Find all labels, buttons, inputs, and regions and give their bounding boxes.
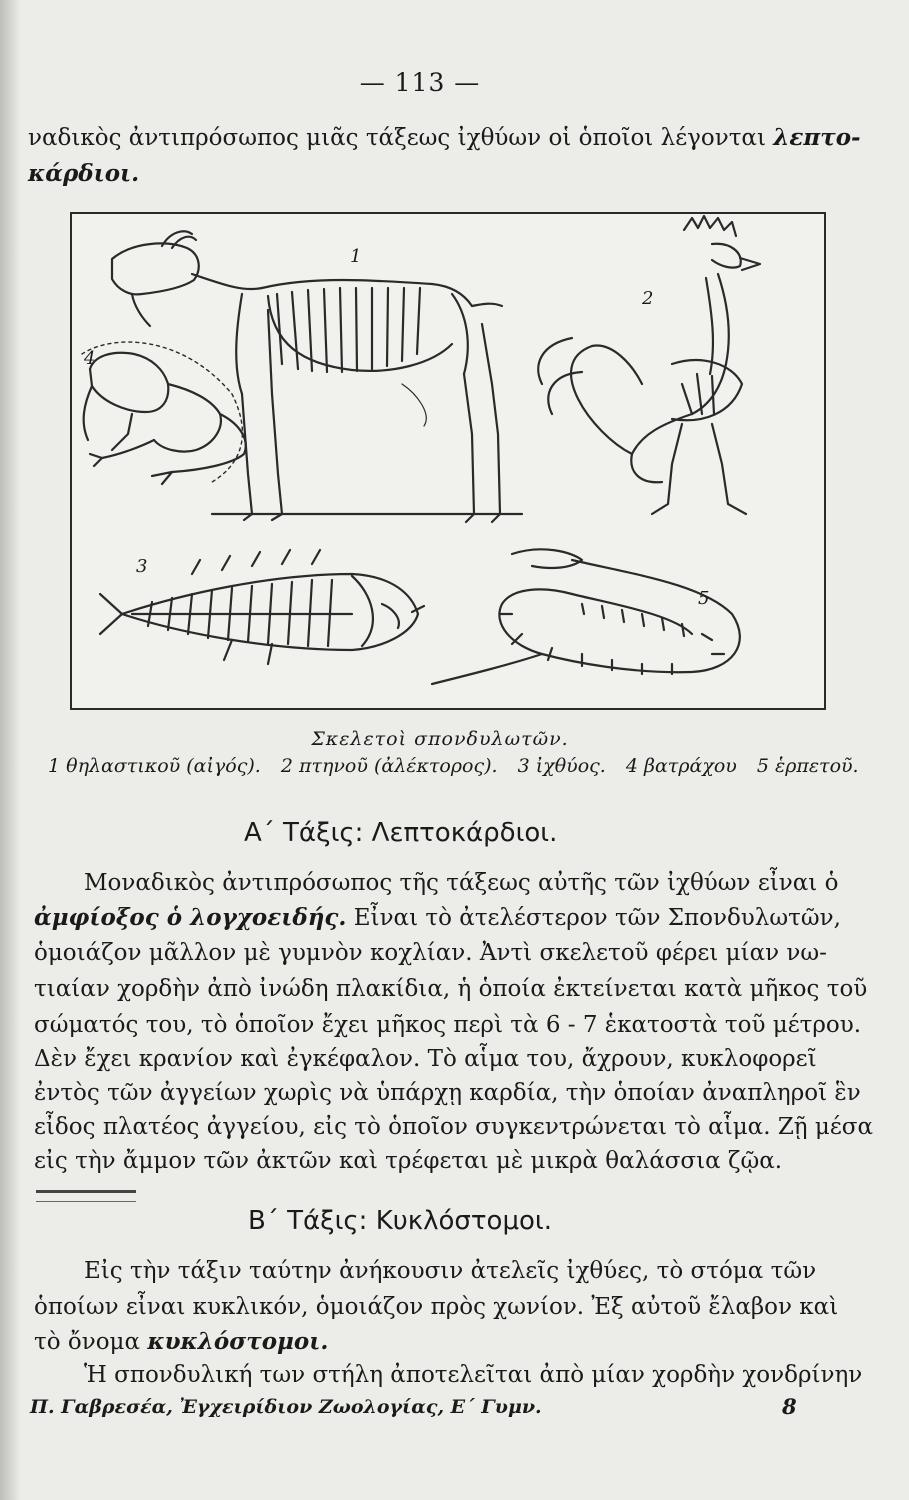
section-a-line-5: σώματός του, τὸ ὁποῖον ἔχει μῆκος περὶ τὰ 6 - 7 ἑκατοστὰ τοῦ μέτρου. xyxy=(34,1012,862,1038)
section-a-line-4: τιαίαν χορδὴν ἀπὸ ἰνώδη πλακίδια, ἡ ὁποία ἐκτείνεται κατὰ μῆκος τοῦ xyxy=(34,976,868,1002)
section-a-heading: Α΄ Τάξις: Λεπτοκάρδιοι. xyxy=(244,818,558,848)
rooster-skeleton xyxy=(538,216,760,514)
snake-skeleton xyxy=(432,549,740,684)
amphioxus-term: ἀμφίοξος ὁ λογχοειδής. xyxy=(34,904,347,931)
figure-caption-items xyxy=(48,755,859,777)
section-a-line-3: ὁμοιάζον μᾶλλον μὲ γυμνὸν κοχλίαν. Ἀντὶ σκελετοῦ φέρει μίαν νω- xyxy=(34,940,827,966)
signature-mark: 8 xyxy=(782,1394,797,1419)
caption-item-1: 1 θηλαστικοῦ (αἰγός). xyxy=(48,755,261,777)
section-a-line-9: εἰς τὴν ἄμμον τῶν ἀκτῶν καὶ τρέφεται μὲ μικρὰ θαλάσσια ζῷα. xyxy=(34,1148,783,1174)
section-divider xyxy=(36,1190,136,1202)
caption-item-5: 5 ἑρπετοῦ. xyxy=(756,755,859,777)
intro-term: λεπτο- xyxy=(773,124,861,151)
figure-caption-title: Σκελετοὶ σπονδυλωτῶν. xyxy=(311,728,569,750)
skeletons-illustration xyxy=(72,214,824,708)
section-b-line-2: ὁποίων εἶναι κυκλικόν, ὁμοιάζον πρὸς χωνίον. Ἐξ αὐτοῦ ἔλαβον καὶ xyxy=(34,1294,839,1320)
goat-skeleton xyxy=(112,231,522,522)
section-a-line-1: Μοναδικὸς ἀντιπρόσωπος τῆς τάξεως αὐτῆς τῶν ἰχθύων εἶναι ὁ xyxy=(84,870,839,896)
intro-line-2 xyxy=(28,160,139,187)
cyclostomes-term: κυκλόστομοι. xyxy=(147,1328,329,1355)
figure-label-3: 3 xyxy=(136,556,148,577)
section-a-line-6: Δὲν ἔχει κρανίον καὶ ἐγκέφαλον. Τὸ αἷμα του, ἄχρουν, κυκλοφορεῖ xyxy=(34,1046,817,1072)
intro-line-1 xyxy=(28,124,861,151)
intro-text: ναδικὸς ἀντιπρόσωπος μιᾶς τάξεως ἰχθύων οἱ ὁποῖοι λέγονται xyxy=(28,125,774,151)
section-a-line-2-text: Εἶναι τὸ ἀτελέστερον τῶν Σπονδυλωτῶν, xyxy=(346,905,841,931)
caption-item-4: 4 βατράχου xyxy=(625,755,737,777)
section-b-line-3 xyxy=(34,1328,328,1355)
intro-term-continued: κάρδιοι. xyxy=(28,160,140,187)
figure-label-2: 2 xyxy=(642,288,654,309)
frog-skeleton xyxy=(82,342,246,484)
fish-skeleton xyxy=(100,550,424,664)
section-b-heading: Β΄ Τάξις: Κυκλόστομοι. xyxy=(248,1206,552,1236)
figure-label-4: 4 xyxy=(84,348,96,369)
figure-label-1: 1 xyxy=(350,246,362,267)
section-b-line-1: Εἰς τὴν τάξιν ταύτην ἀνήκουσιν ἀτελεῖς ἰχθύες, τὸ στόμα τῶν xyxy=(84,1258,817,1284)
page-footer: Π. Γαβρεσέα, Ἐγχειρίδιον Ζωολογίας, Ε΄ Γυμν. xyxy=(30,1396,542,1418)
section-a-line-7: ἐντὸς τῶν ἀγγείων χωρὶς νὰ ὑπάρχῃ καρδία, τὴν ὁποίαν ἀναπληροῖ ἓν xyxy=(34,1080,861,1106)
caption-item-2: 2 πτηνοῦ (ἀλέκτορος). xyxy=(280,755,498,777)
section-a-line-8: εἶδος πλατέος ἀγγείου, εἰς τὸ ὁποῖον συγκεντρώνεται τὸ αἷμα. Ζῇ μέσα xyxy=(34,1114,873,1140)
skeletons-figure xyxy=(70,212,826,710)
page-number: — 113 — xyxy=(359,68,481,97)
section-a-line-2 xyxy=(34,904,841,931)
section-b-line-4: Ἡ σπονδυλική των στήλη ἀποτελεῖται ἀπὸ μίαν χορδὴν χονδρίνην xyxy=(84,1362,863,1388)
page-gutter xyxy=(0,0,20,1500)
section-b-line-3-text: τὸ ὄνομα xyxy=(34,1329,148,1355)
caption-item-3: 3 ἰχθύος. xyxy=(517,755,606,777)
figure-label-5: 5 xyxy=(698,588,710,609)
